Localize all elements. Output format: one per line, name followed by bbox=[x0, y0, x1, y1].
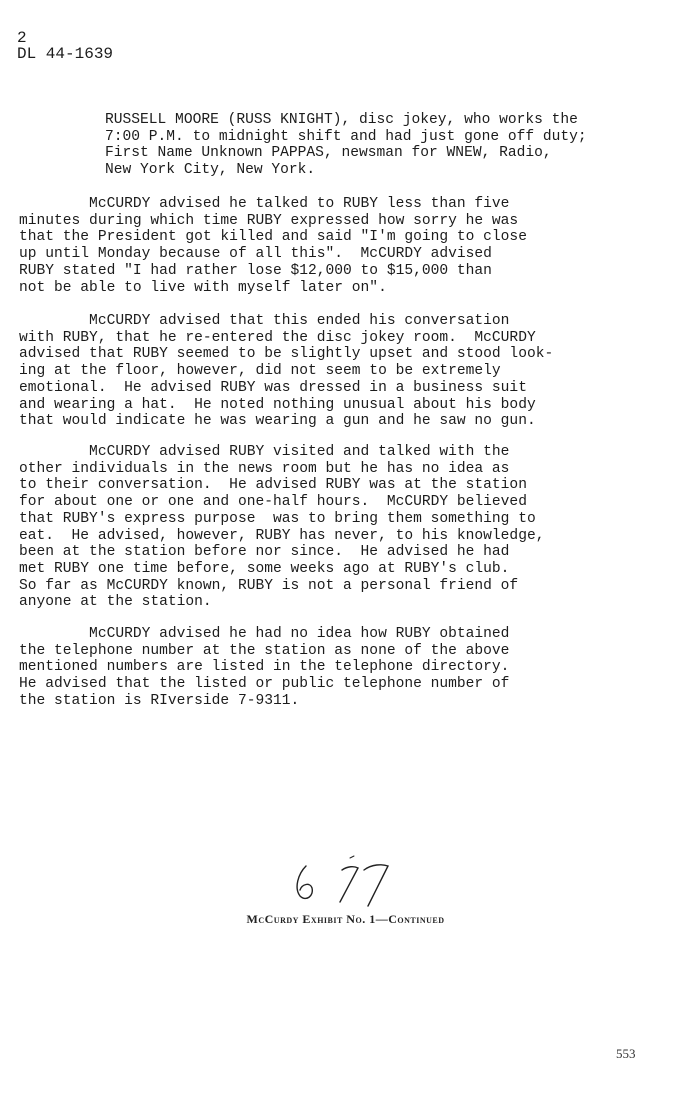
paragraph-line: McCURDY advised RUBY visited and talked with the bbox=[19, 444, 510, 460]
exhibit-caption bbox=[0, 912, 691, 927]
intro-line: New York City, New York. bbox=[105, 162, 316, 179]
paragraph-line: the telephone number at the station as none of the above bbox=[19, 642, 510, 659]
paragraph-line: that would indicate he was wearing a gun and he saw no gun. bbox=[19, 413, 536, 430]
paragraph-line: McCURDY advised he had no idea how RUBY obtained bbox=[19, 626, 510, 642]
file-number: DL 44-1639 bbox=[17, 45, 114, 63]
footer-page-number: 553 bbox=[616, 1046, 636, 1061]
paragraph-line: that RUBY's express purpose was to bring them something to bbox=[19, 510, 536, 527]
paragraph-line: been at the station before nor since. He advised he had bbox=[19, 544, 510, 561]
paragraph-line: with RUBY, that he re-entered the disc jokey room. McCURDY bbox=[19, 329, 536, 346]
paragraph-conversation bbox=[19, 196, 687, 296]
paragraph-line: for about one or one and one-half hours. McCURDY believed bbox=[19, 494, 527, 511]
paragraph-line: the station is RIverside 7-9311. bbox=[19, 692, 300, 709]
paragraph-line: minutes during which time RUBY expressed how sorry he was bbox=[19, 212, 519, 229]
caption-name: McCurdy bbox=[246, 912, 299, 926]
paragraph-line: mentioned numbers are listed in the telephone directory. bbox=[19, 659, 510, 676]
paragraph-demeanor bbox=[19, 313, 687, 430]
paragraph-line: up until Monday because of all this". McCURDY advised bbox=[19, 246, 492, 263]
paragraph-line: He advised that the listed or public telephone number of bbox=[19, 676, 510, 693]
paragraph-telephone bbox=[19, 626, 687, 710]
paragraph-line: So far as McCURDY known, RUBY is not a personal friend of bbox=[19, 577, 519, 594]
handwritten-page-number bbox=[284, 848, 414, 908]
intro-line: RUSSELL MOORE (RUSS KNIGHT), disc jokey, who works the bbox=[105, 112, 578, 128]
document-header bbox=[17, 30, 113, 62]
paragraph-line: and wearing a hat. He noted nothing unusual about his body bbox=[19, 396, 536, 413]
paragraph-line: other individuals in the news room but he has no idea as bbox=[19, 460, 510, 477]
paragraph-visit bbox=[19, 444, 687, 611]
paragraph-line: to their conversation. He advised RUBY was at the station bbox=[19, 477, 527, 494]
intro-line: 7:00 P.M. to midnight shift and had just gone off duty; bbox=[105, 128, 587, 145]
paragraph-line: McCURDY advised that this ended his conversation bbox=[19, 313, 510, 329]
page-number: 2 bbox=[17, 29, 27, 47]
paragraph-line: met RUBY one time before, some weeks ago at RUBY's club. bbox=[19, 560, 510, 577]
paragraph-line: that the President got killed and said "I'm going to close bbox=[19, 229, 527, 246]
paragraph-line: ing at the floor, however, did not seem to be extremely bbox=[19, 363, 501, 380]
paragraph-line: McCURDY advised he talked to RUBY less than five bbox=[19, 196, 510, 212]
paragraph-line: RUBY stated "I had rather lose $12,000 to $15,000 than bbox=[19, 262, 492, 279]
paragraph-line: emotional. He advised RUBY was dressed in a business suit bbox=[19, 379, 527, 396]
paragraph-line: eat. He advised, however, RUBY has never, to his knowledge, bbox=[19, 527, 545, 544]
caption-text: Exhibit No. 1—Continued bbox=[302, 912, 445, 926]
paragraph-line: not be able to live with myself later on". bbox=[19, 279, 387, 296]
paragraph-line: advised that RUBY seemed to be slightly upset and stood look- bbox=[19, 346, 554, 363]
intro-paragraph bbox=[105, 112, 687, 179]
paragraph-line: anyone at the station. bbox=[19, 594, 212, 611]
intro-line: First Name Unknown PAPPAS, newsman for WNEW, Radio, bbox=[105, 145, 552, 162]
